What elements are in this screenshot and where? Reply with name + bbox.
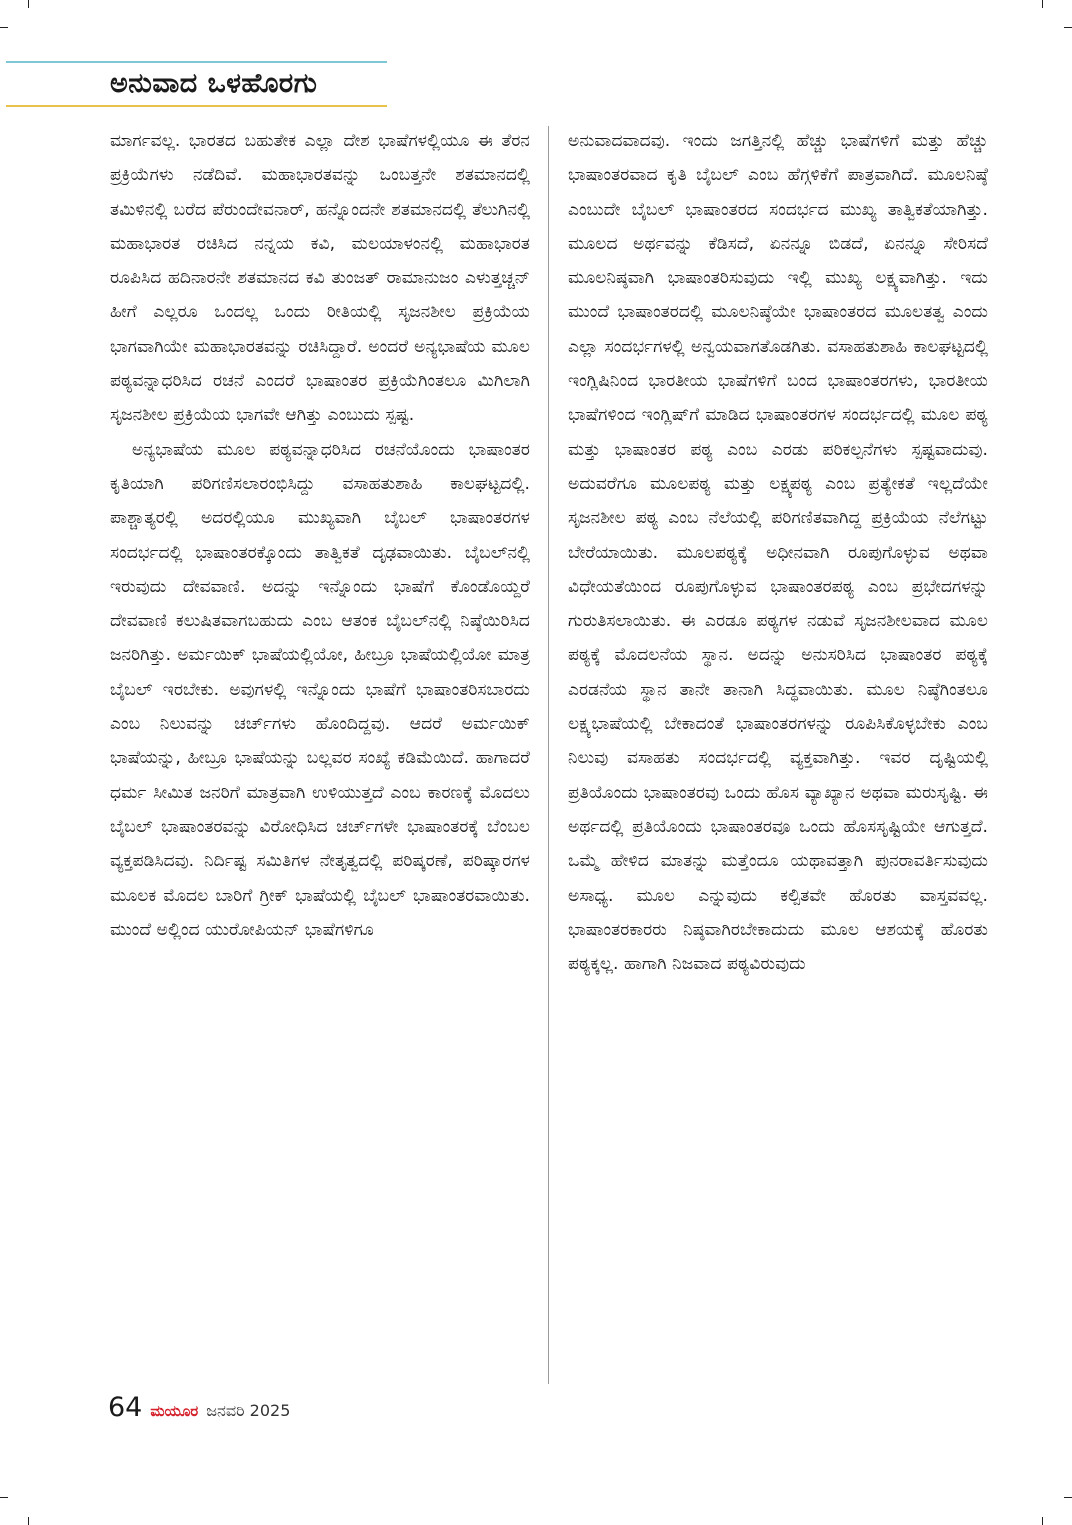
crop-mark [1064, 27, 1072, 28]
paragraph: ಮಾರ್ಗವಲ್ಲ. ಭಾರತದ ಬಹುತೇಕ ಎಲ್ಲಾ ದೇಶ ಭಾಷೆಗಳಲ್ಲಿಯೂ ಈ ತೆರನ ಪ್ರಕ್ರಿಯೆಗಳು ನಡೆದಿವೆ. ಮಹಾಭಾರತವನ್ನು ಒಂಬತ್ತನೇ ಶತಮಾನದಲ್ಲಿ ತಮಿಳಿನಲ್ಲಿ ಬರೆದ ಪೆರುಂದೇವನಾರ್, ಹನ್ನೊಂದನೇ ಶತಮಾನದಲ್ಲಿ ತೆಲುಗಿನಲ್ಲಿ ಮಹಾಭಾರತ ರಚಿಸಿದ ನನ್ನಯ ಕವಿ, ಮಲಯಾಳಂನಲ್ಲಿ ಮಹಾಭಾರತ ರೂಪಿಸಿದ ಹದಿನಾರನೇ ಶತಮಾನದ ಕವಿ ತುಂಜತ್ ರಾಮಾನುಜಂ ಎಳುತ್ತಚ್ಚನ್ ಹೀಗೆ ಎಲ್ಲರೂ ಒಂದಲ್ಲ ಒಂದು ರೀತಿಯಲ್ಲಿ ಸೃಜನಶೀಲ ಪ್ರಕ್ರಿಯೆಯ ಭಾಗವಾಗಿಯೇ ಮಹಾಭಾರತವನ್ನು ರಚಿಸಿದ್ದಾರೆ. ಅಂದರೆ ಅನ್ಯಭಾಷೆಯ ಮೂಲ ಪಠ್ಯವನ್ನಾಧರಿಸಿದ ರಚನೆ ಎಂದರೆ ಭಾಷಾಂತರ ಪ್ರಕ್ರಿಯೆಗಿಂತಲೂ ಮಿಗಿಲಾಗಿ ಸೃಜನಶೀಲ ಪ್ರಕ್ರಿಯೆಯ ಭಾಗವೇ ಆಗಿತ್ತು ಎಂಬುದು ಸ್ಪಷ್ಟ. [110, 131, 530, 426]
issue-date: ಜನವರಿ 2025 [206, 1401, 291, 1420]
crop-mark [1042, 0, 1043, 8]
column-divider [548, 126, 549, 1384]
page-number: 64 [108, 1392, 143, 1423]
paragraph: ಅನುವಾದವಾದವು. ಇಂದು ಜಗತ್ತಿನಲ್ಲಿ ಹೆಚ್ಚು ಭಾಷೆಗಳಿಗೆ ಮತ್ತು ಹೆಚ್ಚು ಭಾಷಾಂತರವಾದ ಕೃತಿ ಬೈಬಲ್ ಎಂಬ ಹೆಗ್ಗಳಿಕೆಗೆ ಪಾತ್ರವಾಗಿದೆ. ಮೂಲನಿಷ್ಠೆ ಎಂಬುದೇ ಬೈಬಲ್ ಭಾಷಾಂತರದ ಸಂದರ್ಭದ ಮುಖ್ಯ ತಾತ್ವಿಕತೆಯಾಗಿತ್ತು. ಮೂಲದ ಅರ್ಥವನ್ನು ಕೆಡಿಸದೆ, ಏನನ್ನೂ ಬಿಡದೆ, ಏನನ್ನೂ ಸೇರಿಸದೆ ಮೂಲನಿಷ್ಠವಾಗಿ ಭಾಷಾಂತರಿಸುವುದು ಇಲ್ಲಿ ಮುಖ್ಯ ಲಕ್ಷ್ಯವಾಗಿತ್ತು. ಇದು ಮುಂದೆ ಭಾಷಾಂತರದಲ್ಲಿ ಮೂಲನಿಷ್ಠೆಯೇ ಭಾಷಾಂತರದ ಮೂಲತತ್ವ ಎಂದು ಎಲ್ಲಾ ಸಂದರ್ಭಗಳಲ್ಲಿ ಅನ್ವಯವಾಗತೊಡಗಿತು. ವಸಾಹತುಶಾಹಿ ಕಾಲಘಟ್ಟದಲ್ಲಿ ಇಂಗ್ಲಿಷಿನಿಂದ ಭಾರತೀಯ ಭಾಷೆಗಳಿಗೆ ಬಂದ ಭಾಷಾಂತರಗಳು, ಭಾರತೀಯ ಭಾಷೆಗಳಿಂದ ಇಂಗ್ಲಿಷ್‌ಗೆ ಮಾಡಿದ ಭಾಷಾಂತರಗಳ ಸಂದರ್ಭದಲ್ಲಿ ಮೂಲ ಪಠ್ಯ ಮತ್ತು ಭಾಷಾಂತರ ಪಠ್ಯ ಎಂಬ ಎರಡು ಪರಿಕಲ್ಪನೆಗಳು ಸ್ಪಷ್ಟವಾದುವು. ಅದುವರೆಗೂ ಮೂಲಪಠ್ಯ ಮತ್ತು ಲಕ್ಷ್ಯಪಠ್ಯ ಎಂಬ ಪ್ರತ್ಯೇಕತೆ ಇಲ್ಲದೆಯೇ ಸೃಜನಶೀಲ ಪಠ್ಯ ಎಂಬ ನೆಲೆಯಲ್ಲಿ ಪರಿಗಣಿತವಾಗಿದ್ದ ಪ್ರಕ್ರಿಯೆಯ ನೆಲೆಗಟ್ಟು ಬೇರೆಯಾಯಿತು. ಮೂಲಪಠ್ಯಕ್ಕೆ ಅಧೀನವಾಗಿ ರೂಪುಗೊಳ್ಳುವ ಅಥವಾ ವಿಧೇಯತೆಯಿಂದ ರೂಪುಗೊಳ್ಳುವ ಭಾಷಾಂತರಪಠ್ಯ ಎಂಬ ಪ್ರಭೇದಗಳನ್ನು ಗುರುತಿಸಲಾಯಿತು. ಈ ಎರಡೂ ಪಠ್ಯಗಳ ನಡುವೆ ಸೃಜನಶೀಲವಾದ ಮೂಲ ಪಠ್ಯಕ್ಕೆ ಮೊದಲನೆಯ ಸ್ಥಾನ. ಅದನ್ನು ಅನುಸರಿಸಿದ ಭಾಷಾಂತರ ಪಠ್ಯಕ್ಕೆ ಎರಡನೆಯ ಸ್ಥಾನ ತಾನೇ ತಾನಾಗಿ ಸಿದ್ಧವಾಯಿತು. ಮೂಲ ನಿಷ್ಠೆಗಿಂತಲೂ ಲಕ್ಷ್ಯಭಾಷೆಯಲ್ಲಿ ಬೇಕಾದಂತೆ ಭಾಷಾಂತರಗಳನ್ನು ರೂಪಿಸಿಕೊಳ್ಳಬೇಕು ಎಂಬ ನಿಲುವು ವಸಾಹತು ಸಂದರ್ಭದಲ್ಲಿ ವ್ಯಕ್ತವಾಗಿತ್ತು. ಇವರ ದೃಷ್ಟಿಯಲ್ಲಿ ಪ್ರತಿಯೊಂದು ಭಾಷಾಂತರವು ಒಂದು ಹೊಸ ವ್ಯಾಖ್ಯಾನ ಅಥವಾ ಮರುಸೃಷ್ಟಿ. ಈ ಅರ್ಥದಲ್ಲಿ ಪ್ರತಿಯೊಂದು ಭಾಷಾಂತರವೂ ಒಂದು ಹೊಸಸೃಷ್ಟಿಯೇ ಆಗುತ್ತದೆ. ಒಮ್ಮೆ ಹೇಳಿದ ಮಾತನ್ನು ಮತ್ತೆಂದೂ ಯಥಾವತ್ತಾಗಿ ಪುನರಾವರ್ತಿಸುವುದು ಅಸಾಧ್ಯ. ಮೂಲ ಎನ್ನುವುದು ಕಲ್ಪಿತವೇ ಹೊರತು ವಾಸ್ತವವಲ್ಲ. ಭಾಷಾಂತರಕಾರರು ನಿಷ್ಠವಾಗಿರಬೇಕಾದುದು ಮೂಲ ಆಶಯಕ್ಕೆ ಹೊರತು ಪಠ್ಯಕ್ಕಲ್ಲ. ಹಾಗಾಗಿ ನಿಜವಾದ ಪಠ್ಯವಿರುವುದು [568, 131, 988, 975]
section-title: ಅನುವಾದ ಒಳಹೊರಗು [110, 68, 318, 99]
paragraph: ಅನ್ಯಭಾಷೆಯ ಮೂಲ ಪಠ್ಯವನ್ನಾಧರಿಸಿದ ರಚನೆಯೊಂದು ಭಾಷಾಂತರ ಕೃತಿಯಾಗಿ ಪರಿಗಣಿಸಲಾರಂಭಿಸಿದ್ದು ವಸಾಹತುಶಾಹಿ ಕಾಲಘಟ್ಟದಲ್ಲಿ. ಪಾಶ್ಚಾತ್ಯರಲ್ಲಿ ಅದರಲ್ಲಿಯೂ ಮುಖ್ಯವಾಗಿ ಬೈಬಲ್ ಭಾಷಾಂತರಗಳ ಸಂದರ್ಭದಲ್ಲಿ ಭಾಷಾಂತರಕ್ಕೊಂದು ತಾತ್ವಿಕತೆ ದೃಢವಾಯಿತು. ಬೈಬಲ್‌ನಲ್ಲಿ ಇರುವುದು ದೇವವಾಣಿ. ಅದನ್ನು ಇನ್ನೊಂದು ಭಾಷೆಗೆ ಕೊಂಡೊಯ್ದರೆ ದೇವವಾಣಿ ಕಲುಷಿತವಾಗಬಹುದು ಎಂಬ ಆತಂಕ ಬೈಬಲ್‌ನಲ್ಲಿ ನಿಷ್ಠೆಯಿರಿಸಿದ ಜನರಿಗಿತ್ತು. ಅರ್ಮಯಿಕ್ ಭಾಷೆಯಲ್ಲಿಯೋ, ಹೀಬ್ರೂ ಭಾಷೆಯಲ್ಲಿಯೋ ಮಾತ್ರ ಬೈಬಲ್ ಇರಬೇಕು. ಅವುಗಳಲ್ಲಿ ಇನ್ನೊಂದು ಭಾಷೆಗೆ ಭಾಷಾಂತರಿಸಬಾರದು ಎಂಬ ನಿಲುವನ್ನು ಚರ್ಚ್‌ಗಳು ಹೊಂದಿದ್ದವು. ಆದರೆ ಅರ್ಮಯಿಕ್ ಭಾಷೆಯನ್ನು, ಹೀಬ್ರೂ ಭಾಷೆಯನ್ನು ಬಲ್ಲವರ ಸಂಖ್ಯೆ ಕಡಿಮೆಯಿದೆ. ಹಾಗಾದರೆ ಧರ್ಮ ಸೀಮಿತ ಜನರಿಗೆ ಮಾತ್ರವಾಗಿ ಉಳಿಯುತ್ತದೆ ಎಂಬ ಕಾರಣಕ್ಕೆ ಮೊದಲು ಬೈಬಲ್ ಭಾಷಾಂತರವನ್ನು ವಿರೋಧಿಸಿದ ಚರ್ಚ್‌ಗಳೇ ಭಾಷಾಂತರಕ್ಕೆ ಬೆಂಬಲ ವ್ಯಕ್ತಪಡಿಸಿದವು. ನಿರ್ದಿಷ್ಟ ಸಮಿತಿಗಳ ನೇತೃತ್ವದಲ್ಲಿ ಪರಿಷ್ಕರಣೆ, ಪರಿಷ್ಕಾರಗಳ ಮೂಲಕ ಮೊದಲ ಬಾರಿಗೆ ಗ್ರೀಕ್ ಭಾಷೆಯಲ್ಲಿ ಬೈಬಲ್ ಭಾಷಾಂತರವಾಯಿತು. ಮುಂದೆ ಅಲ್ಲಿಂದ ಯುರೋಪಿಯನ್ ಭಾಷೆಗಳಿಗೂ [110, 439, 530, 940]
crop-mark [1042, 1517, 1043, 1525]
header-bottom-rule [6, 105, 387, 107]
crop-mark [28, 1517, 29, 1525]
article-right-column [568, 124, 988, 981]
crop-mark [1064, 1497, 1072, 1498]
header-top-rule [6, 61, 387, 63]
page-footer [108, 1392, 290, 1432]
crop-mark [0, 27, 8, 28]
article-left-column [110, 124, 530, 947]
crop-mark [28, 0, 29, 8]
magazine-logo: ಮಯೂರ [150, 1402, 199, 1420]
crop-mark [0, 1497, 8, 1498]
